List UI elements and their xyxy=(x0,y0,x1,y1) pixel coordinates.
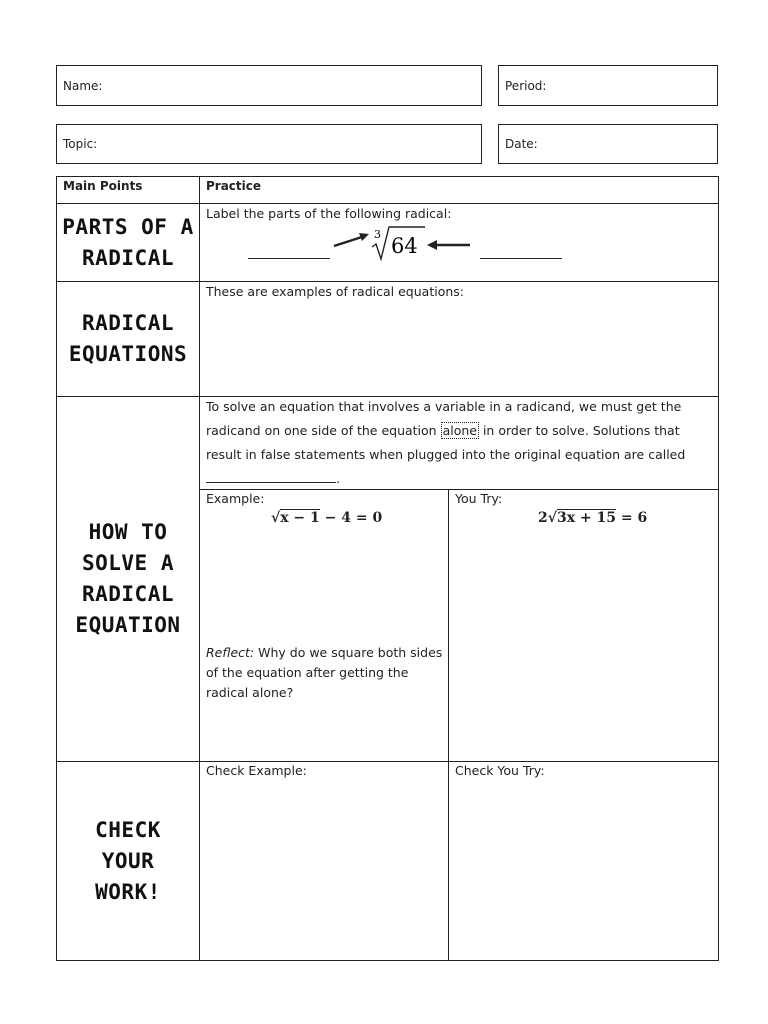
period-label: Period: xyxy=(505,78,547,93)
parts-of-radical-title: PARTS OF A RADICAL xyxy=(62,214,194,270)
radical-equations-title: RADICAL EQUATIONS xyxy=(68,311,188,366)
check-your-work-title: CHECK YOUR WORK! xyxy=(95,817,161,904)
radical-radicand: 64 xyxy=(391,234,418,258)
period-field[interactable] xyxy=(498,65,718,106)
solve-intro-end: . xyxy=(336,471,340,486)
youtry-label: You Try: xyxy=(455,491,503,506)
column-divider xyxy=(199,177,200,960)
reflect-label: Reflect: xyxy=(206,645,255,660)
example-label: Example: xyxy=(206,491,265,506)
youtry-equation xyxy=(538,510,647,526)
main-points-header: Main Points xyxy=(63,179,143,193)
extraneous-blank[interactable] xyxy=(206,470,336,483)
check-example-label: Check Example: xyxy=(206,763,307,778)
date-field[interactable] xyxy=(498,124,718,164)
how-to-solve-title: HOW TO SOLVE A RADICAL EQUATION xyxy=(75,520,181,637)
parts-prompt: Label the parts of the following radical: xyxy=(206,206,452,221)
youtry-rest: = 6 xyxy=(616,510,648,526)
solve-intro-text-2: in order to solve. Solutions that result in false statements when plugged into the original equation are called xyxy=(206,423,686,462)
example-equation xyxy=(271,510,382,526)
example-radicand: x − 1 xyxy=(280,510,320,526)
name-field[interactable] xyxy=(56,65,482,106)
radical-diagram xyxy=(331,223,481,265)
arrow-left-icon xyxy=(427,240,470,250)
answer-blank-left[interactable] xyxy=(248,258,330,259)
reflect-text: Why do we square both sides of the equation after getting the radical alone? xyxy=(206,645,443,700)
equations-prompt: These are examples of radical equations: xyxy=(206,284,464,299)
sqrt-symbol: √ xyxy=(271,510,281,526)
youtry-coef: 2 xyxy=(538,510,548,526)
radical-index: 3 xyxy=(374,228,381,241)
reflect-question xyxy=(206,643,444,703)
practice-header: Practice xyxy=(206,179,262,193)
check-youtry-label: Check You Try: xyxy=(455,763,545,778)
name-label: Name: xyxy=(63,78,103,93)
solve-intro xyxy=(206,395,712,491)
notes-table xyxy=(56,176,719,961)
topic-field[interactable] xyxy=(56,124,482,164)
column-divider xyxy=(448,489,449,960)
arrow-right-icon xyxy=(334,233,369,246)
alone-highlight: alone xyxy=(442,423,477,438)
sqrt-symbol: √ xyxy=(547,510,557,526)
answer-blank-right[interactable] xyxy=(480,258,562,259)
example-rest: − 4 = 0 xyxy=(319,510,383,526)
date-label: Date: xyxy=(505,137,538,151)
solve-intro-text: To solve an equation that involves a variable in a radicand, we must get the radicand on one side of the equation xyxy=(206,399,682,438)
topic-label: Topic: xyxy=(63,137,98,151)
youtry-radicand: 3x + 15 xyxy=(556,510,617,526)
